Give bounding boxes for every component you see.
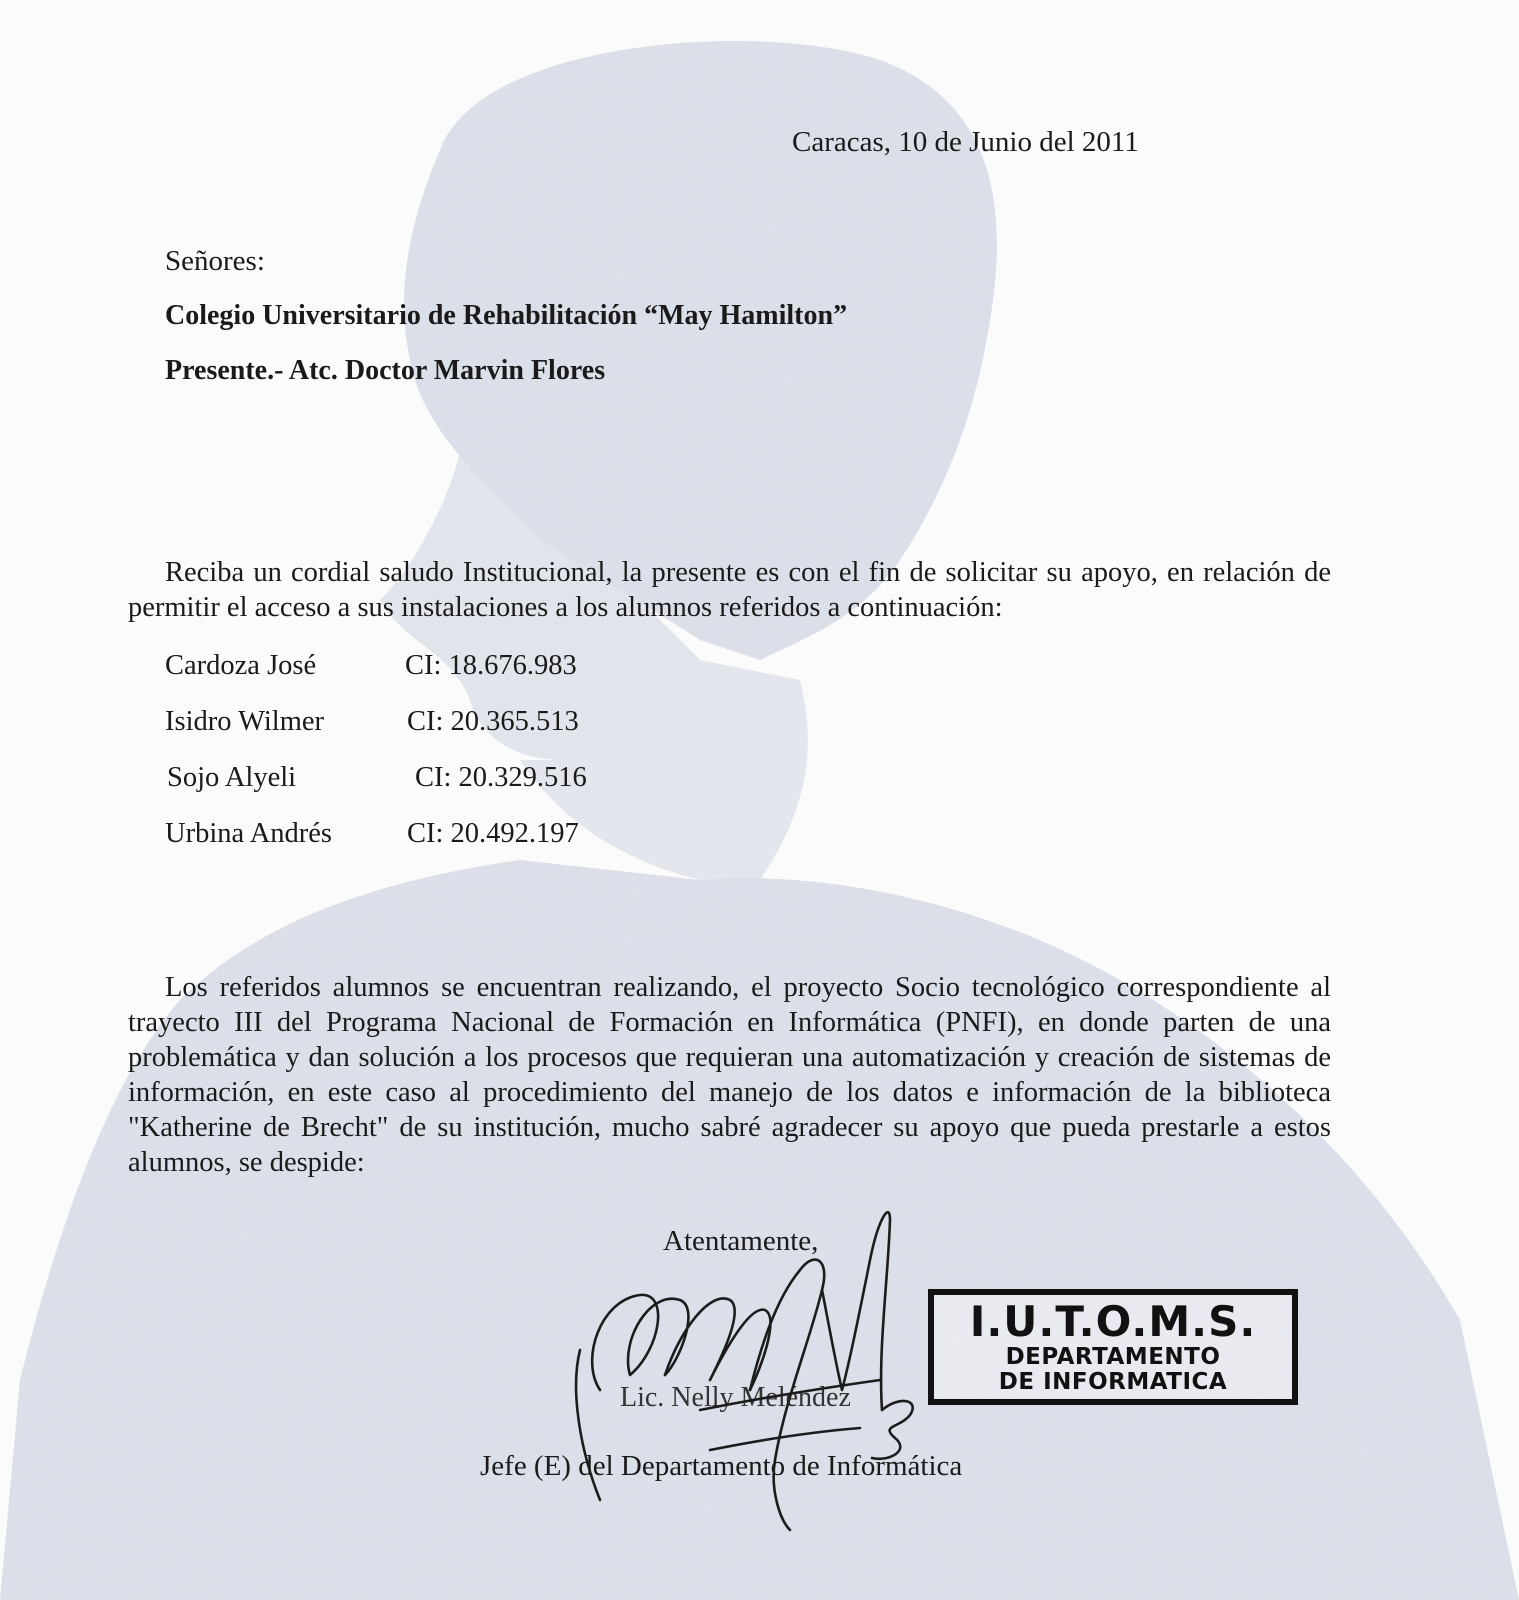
stamp-line-1: DEPARTAMENTO: [1005, 1344, 1221, 1370]
salutation: Señores:: [165, 245, 265, 277]
stamp-line-2: DE INFORMATICA: [998, 1369, 1228, 1395]
recipient-institution: Colegio Universitario de Rehabilitación “May Hamilton”: [165, 300, 848, 331]
body-paragraph: Los referidos alumnos se encuentran realizando, el proyecto Socio tecnológico correspondiente al trayecto III del Programa Nacional de Formación en Informática (PNFI), en donde parten de una problemática y dan solución a los procesos que requieran una automatización y creación de sistemas de información, en este caso al procedimiento del manejo de los datos e información de la biblioteca "Katherine de Brecht" de su institución, mucho sabré agradecer su apoyo que pueda prestarle a estos alumnos, se despide:: [128, 971, 1331, 1178]
student-name: Sojo Alyeli: [167, 762, 297, 793]
letter-date: Caracas, 10 de Junio del 2011: [792, 126, 1139, 158]
student-ci: CI: 20.329.516: [415, 762, 587, 793]
student-ci: CI: 20.365.513: [407, 706, 579, 737]
stamp-title: I.U.T.O.M.S.: [969, 1297, 1257, 1346]
intro-paragraph: Reciba un cordial saludo Institucional, la presente es con el fin de solicitar su apoyo, en relación de permitir el acceso a sus instalaciones a los alumnos referidos a continuación:: [128, 556, 1331, 623]
signer-title: Jefe (E) del Departamento de Informática: [480, 1450, 963, 1482]
department-stamp: [928, 1289, 1298, 1405]
student-ci: CI: 20.492.197: [407, 818, 579, 849]
closing: Atentamente,: [663, 1225, 819, 1257]
signer-name: Lic. Nelly Meléndez: [620, 1382, 851, 1413]
student-name: Isidro Wilmer: [165, 706, 325, 737]
student-ci: CI: 18.676.983: [405, 650, 577, 681]
student-name: Urbina Andrés: [165, 818, 333, 849]
handwritten-signature: [560, 1200, 940, 1540]
attention-line: Presente.- Atc. Doctor Marvin Flores: [165, 355, 606, 386]
student-name: Cardoza José: [165, 650, 317, 681]
